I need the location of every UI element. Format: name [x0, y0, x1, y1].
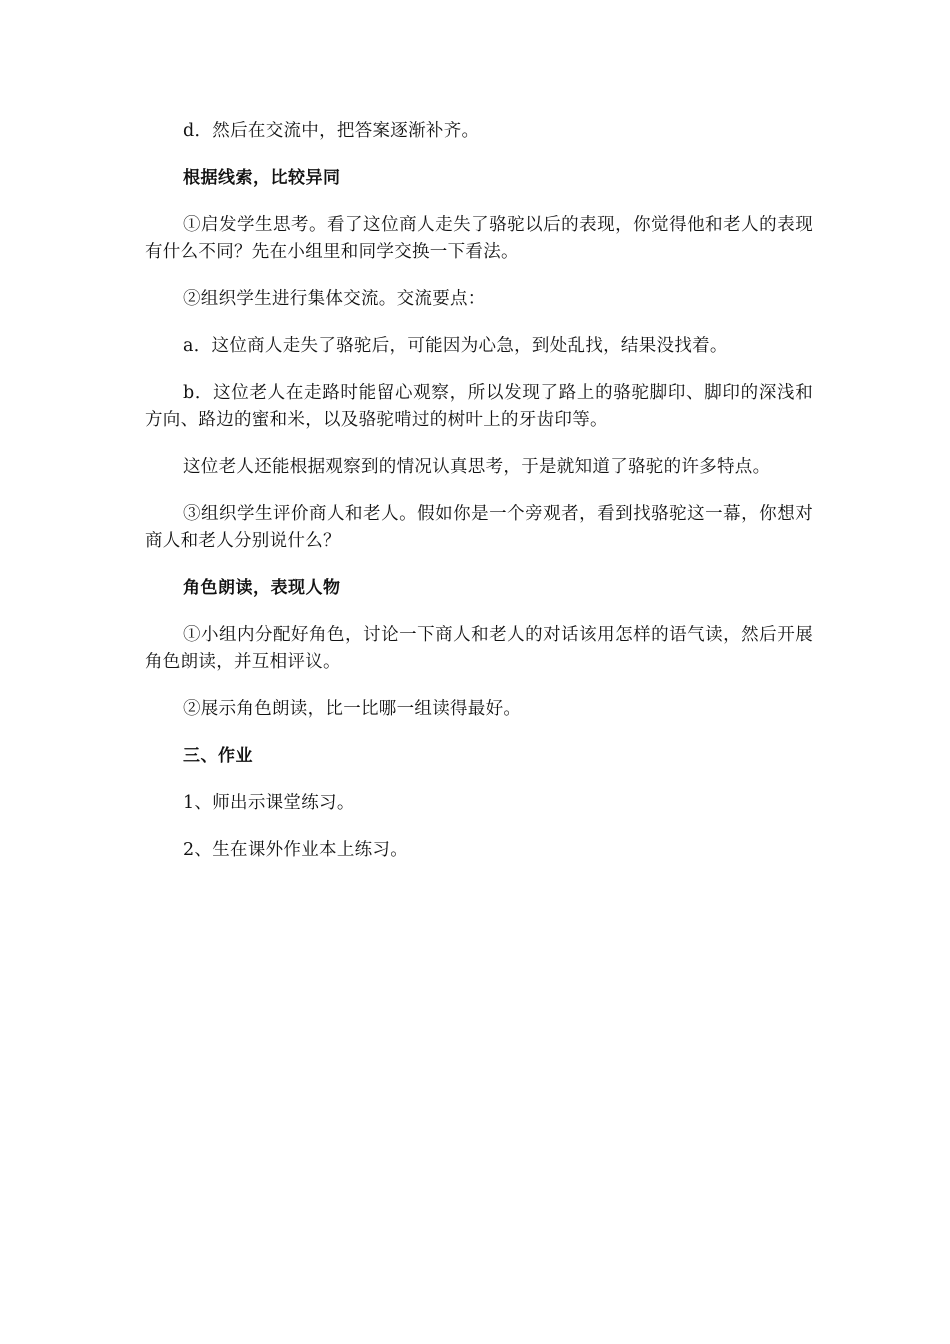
- paragraph-old-man-thinking: 这位老人还能根据观察到的情况认真思考，于是就知道了骆驼的许多特点。: [183, 457, 771, 477]
- paragraph-role-step-1: ①小组内分配好角色，讨论一下商人和老人的对话该用怎样的语气读，然后开展角色朗读，并互相评议。: [145, 625, 813, 672]
- section-heading-compare: 根据线索，比较异同: [183, 168, 341, 188]
- section-heading-homework: 三、作业: [183, 746, 253, 766]
- paragraph-step-1: ①启发学生思考。看了这位商人走失了骆驼以后的表现，你觉得他和老人的表现有什么不同？先在小组里和同学交换一下看法。: [145, 215, 813, 262]
- paragraph-homework-1: 1、师出示课堂练习。: [183, 793, 355, 813]
- section-heading-role-reading: 角色朗读，表现人物: [183, 578, 341, 598]
- paragraph-d-summary: d．然后在交流中，把答案逐渐补齐。: [183, 121, 480, 141]
- paragraph-role-step-2: ②展示角色朗读，比一比哪一组读得最好。: [183, 699, 522, 719]
- paragraph-step-3: ③组织学生评价商人和老人。假如你是一个旁观者，看到找骆驼这一幕，你想对商人和老人分别说什么？: [145, 504, 813, 551]
- paragraph-step-2: ②组织学生进行集体交流。交流要点：: [183, 289, 486, 309]
- paragraph-homework-2: 2、生在课外作业本上练习。: [183, 840, 409, 860]
- paragraph-point-b: b．这位老人在走路时能留心观察，所以发现了路上的骆驼脚印、脚印的深浅和方向、路边的蜜和米，以及骆驼啃过的树叶上的牙齿印等。: [145, 383, 813, 430]
- document-page: [145, 118, 813, 884]
- paragraph-point-a: a．这位商人走失了骆驼后，可能因为心急，到处乱找，结果没找着。: [183, 336, 728, 356]
